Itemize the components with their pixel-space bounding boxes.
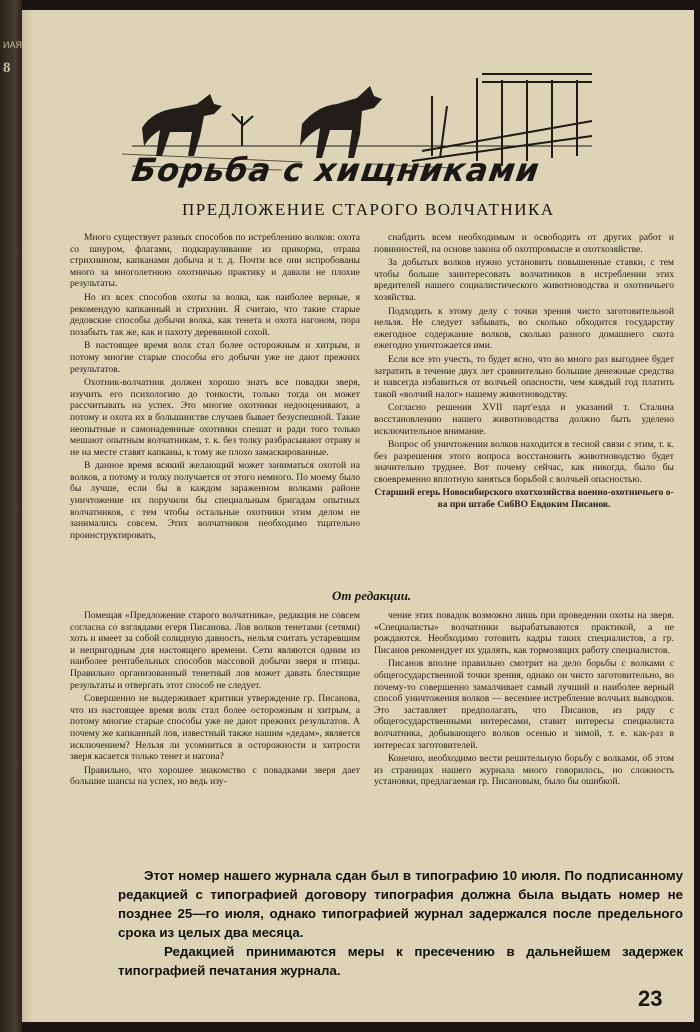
notice-paragraph: Редакцией принимаются меры к пресечению в дальнейшем задержек типографией печатания журнала. bbox=[118, 944, 683, 978]
paragraph: Конечно, необходимо вести решительную борьбу с волками, об этом из страницах нашего журнала много говорилось, но сложность установки, предлагаемая гр. Писановым, было бы ошибкой. bbox=[374, 753, 674, 788]
author-signature: Старший егерь Новосибирского охотхозяйства военно-охотничьего о-ва при штабе СибВО Евдоким Писанов. bbox=[374, 488, 674, 511]
paragraph: В настоящее время волк стал более осторожным и хитрым, и потому многие старые способы его добычи уже не дают прежних результатов. bbox=[70, 340, 360, 375]
spine-text: ИАЯ bbox=[3, 40, 22, 50]
publication-notice bbox=[118, 866, 683, 980]
paragraph: Много существует разных способов по истреблению волков: охота со шнуром, флагами, подкарауливание из прикорма, отрава стрихнином, капканами добыча и т. д. Почти все они испробованы много за многолетнюю охотничью практику и давали не плохие результаты. bbox=[70, 232, 360, 290]
paragraph: Правильно, что хорошее знакомство с повадками зверя дает большие шансы на успех, но ведь изу- bbox=[70, 764, 360, 788]
paragraph: В данное время всякий желающий может заниматься охотой на волков, а потому и толку получается от этого немного. По моему было бы лучше, если бы в каждом зараженном волками районе уничтожение их поручили бы специальным бригадам опытных волчатников, с тем чтобы остальные охотники этим делом не занимались совсем. Этих волчатников необходимо тщательно проинструктировать, bbox=[70, 460, 360, 541]
spine-mark: 8 bbox=[3, 60, 11, 76]
book-spine bbox=[0, 0, 22, 1032]
paragraph: Вопрос об уничтожении волков находится в тесной связи с этим, т. к. без разрешения этого вопроса восстановить животноводство будет значительно труднее. Вот почему сейчас, как никогда, было бы своевременно вплотную заняться борьбой с волчьей опасностью. bbox=[374, 439, 674, 485]
paragraph: Если все это учесть, то будет ясно, что во много раз выгоднее будет затратить в течение двух лет сравнительно большие денежные средства и навсегда избавиться от волчьей опасности, чем каждый год платить такой «волчий налог» нашему животноводству. bbox=[374, 353, 674, 400]
paragraph: снабдить всем необходимым и освободить от других работ и повинностей, на основе закона об охотпромысле и охотхозяйстве. bbox=[374, 232, 674, 255]
paragraph: Писанов вполне правильно смотрит на дело борьбы с волками с общегосударственной точки зрения, однако он чисто заготовительно, во почему-то совершенно замалчивает самый лучший и наиболее верный способ уничтожения волков — весеннее истребление волчьих выводков. Это заставляет предполагать, что Писанов, из ряду с общегосударственными интересами, ставит интересы специалиста волчатника, добывающего волков осенью и зимой, т. е. как-раз в интересах заготовителей. bbox=[374, 658, 674, 751]
paragraph: Согласно решения XVII парт'езда и указаний т. Сталина восстановлению нашего животноводства должно быть уделено исключительное внимание. bbox=[374, 402, 674, 437]
page-number: 23 bbox=[638, 986, 663, 1011]
paragraph: Совершенно не выдерживает критики утверждение гр. Писанова, что из настоящее время волк стал более осторожным и хитрым, а потому многие старые способы уже не дают прежних результатов. А почему же капканный лов, известный также нашим «дедам», является исключением? Нельзя ли усомниться в осторожности и хитрости зверя касается только тенет и нагона? bbox=[70, 693, 360, 763]
paragraph: Помещая «Предложение старого волчатника», редакция не совсем согласна со взглядами егеря Писанова. Лов волков тенетами (сетями) хоть и имеет за собой солидную давность, нельзя считать устаревшим и непригодным для настоящего времени. Сети являются одним из наиболее рентабельных способов массовой добычи зверя и птицы. Правильно организованный тенетный лов может давать блестящие результаты и отвергать этот способ не следует. bbox=[70, 610, 360, 691]
banner-title: Борьба с хищниками bbox=[129, 151, 543, 189]
paragraph: Охотник-волчатник должен хорошо знать все повадки зверя, изучить его психологию до тонкости, только тогда он может рассчитывать на успех. Это многие охотники недооценивают, а потому и охота их в большинстве случаев бывает безуспешной. Такие неопытные и самонадеянные охотники спешат и ради того только мешают опытным волчатникам, т. к. без толку разбрасывают отраву и не на месте ставят капканы, к тому же плохо замаскированные. bbox=[70, 377, 360, 458]
editorial-column-right bbox=[374, 610, 674, 790]
paragraph: За добытых волков нужно установить повышенные ставки, с тем чтобы больше заинтересовать волчатников в истреблении этих вредителей нашего социалистического животноводства и охотничьего хозяйства. bbox=[374, 257, 674, 303]
notice-paragraph: Этот номер нашего журнала сдан был в типографию 10 июля. По подписанному редакцией с типографией договору типография должна была выдать номер не позднее 25—го июля, однако типографией журнал задержался после предельного срока из целых два месяца. bbox=[118, 868, 683, 940]
article-column-right bbox=[374, 232, 674, 513]
page-edge-shadow bbox=[22, 10, 34, 1022]
journal-page bbox=[22, 10, 694, 1022]
article-subtitle: ПРЕДЛОЖЕНИЕ СТАРОГО ВОЛЧАТНИКА bbox=[182, 200, 555, 219]
paragraph: Но из всех способов охоты за волка, как наиболее верные, я рекомендую капканный и стрихнин. Я считаю, что такие старые дедовские способы добычи волка, как тенета и охота нагоном, пора позабыть так же, как и пахоту деревянной сохой. bbox=[70, 291, 360, 338]
editorial-column-left bbox=[70, 610, 360, 790]
paragraph: чение этих повадок возможно лишь при проведении охоты на зверя. «Специалисты» волчатники вырабатываются практикой, а не рождаются. Необходимо готовить кадры таких специалистов, а гр. Писанов рекомендует их удалять, как тормозящих работу специалистов. bbox=[374, 610, 674, 656]
article-column-left bbox=[70, 232, 360, 543]
paragraph: Подходить к этому делу с точки зрения чисто заготовительной нельзя. Не следует забывать, во сколько обходится государству ежегодное содержание волков, сколько разного домашнего скота ежегодно уничтожается ими. bbox=[374, 305, 674, 352]
editorial-heading: От редакции. bbox=[332, 588, 412, 603]
